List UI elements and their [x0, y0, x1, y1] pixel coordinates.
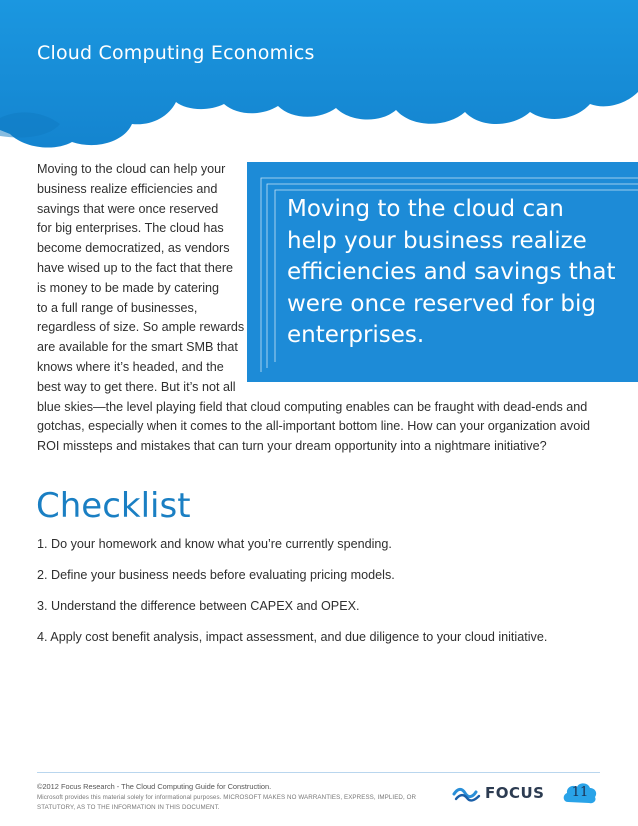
- page-number-badge: [562, 780, 598, 806]
- checklist-item: 1. Do your homework and know what you’re currently spending.: [37, 537, 392, 551]
- callout-line: efficiencies and savings that: [287, 259, 616, 285]
- body-line: have wised up to the fact that there: [37, 260, 234, 275]
- page-number: 11: [571, 785, 589, 800]
- footer-divider: [37, 772, 600, 773]
- footer-copyright: ©2012 Focus Research - The Cloud Computing Guide for Construction.: [37, 782, 272, 791]
- body-line: blue skies—the level playing field that cloud computing enables can be fraught with dead-ends and: [37, 399, 588, 414]
- callout-line: were once reserved for big: [287, 290, 597, 317]
- body-line: regardless of size. So ample rewards: [37, 320, 245, 335]
- pull-quote-callout: [247, 162, 638, 382]
- body-line: savings that were once reserved: [37, 201, 219, 216]
- body-line: are available for the smart SMB that: [37, 340, 238, 355]
- callout-line: Moving to the cloud can: [287, 196, 564, 222]
- body-line: ROI missteps and mistakes that can turn your dream opportunity into a nightmare initiative?: [37, 439, 547, 454]
- checklist-item: 4. Apply cost benefit analysis, impact assessment, and due diligence to your cloud initiative.: [37, 630, 548, 644]
- body-line: business realize efficiencies and: [37, 181, 218, 196]
- checklist: [37, 534, 617, 658]
- body-line: become democratized, as vendors: [37, 241, 230, 256]
- checklist-heading: Checklist: [36, 486, 191, 526]
- callout-line: help your business realize: [287, 227, 587, 254]
- callout-line: enterprises.: [287, 322, 425, 348]
- callout-text: [287, 194, 617, 352]
- body-line: is money to be made by catering: [37, 280, 220, 295]
- body-line: best way to get there. But it’s not all: [37, 379, 236, 394]
- checklist-item: 2. Define your business needs before evaluating pricing models.: [37, 568, 395, 582]
- body-line: Moving to the cloud can help your: [37, 162, 226, 176]
- focus-logo: [452, 782, 545, 806]
- focus-wordmark: FOCUS: [485, 784, 545, 802]
- body-line: for big enterprises. The cloud has: [37, 221, 224, 236]
- footer-disclaimer: Microsoft provides this material solely for informational purposes. MICROSOFT MAKES NO WARRANTIES, EXPRESS, IMPLIED, OR STATUTORY, AS TO THE INFORMATION IN THIS DOCUMENT.: [37, 794, 417, 811]
- checklist-item: 3. Understand the difference between CAPEX and OPEX.: [37, 599, 360, 613]
- header-cloud-banner: [0, 0, 638, 150]
- focus-wave-icon: [452, 784, 482, 804]
- body-line: knows where it’s headed, and the: [37, 359, 224, 374]
- body-line: gotchas, especially when it comes to the all-important bottom line. How can your organization avoid: [37, 419, 591, 434]
- page-title: Cloud Computing Economics: [37, 42, 315, 64]
- body-line: to a full range of businesses,: [37, 300, 198, 315]
